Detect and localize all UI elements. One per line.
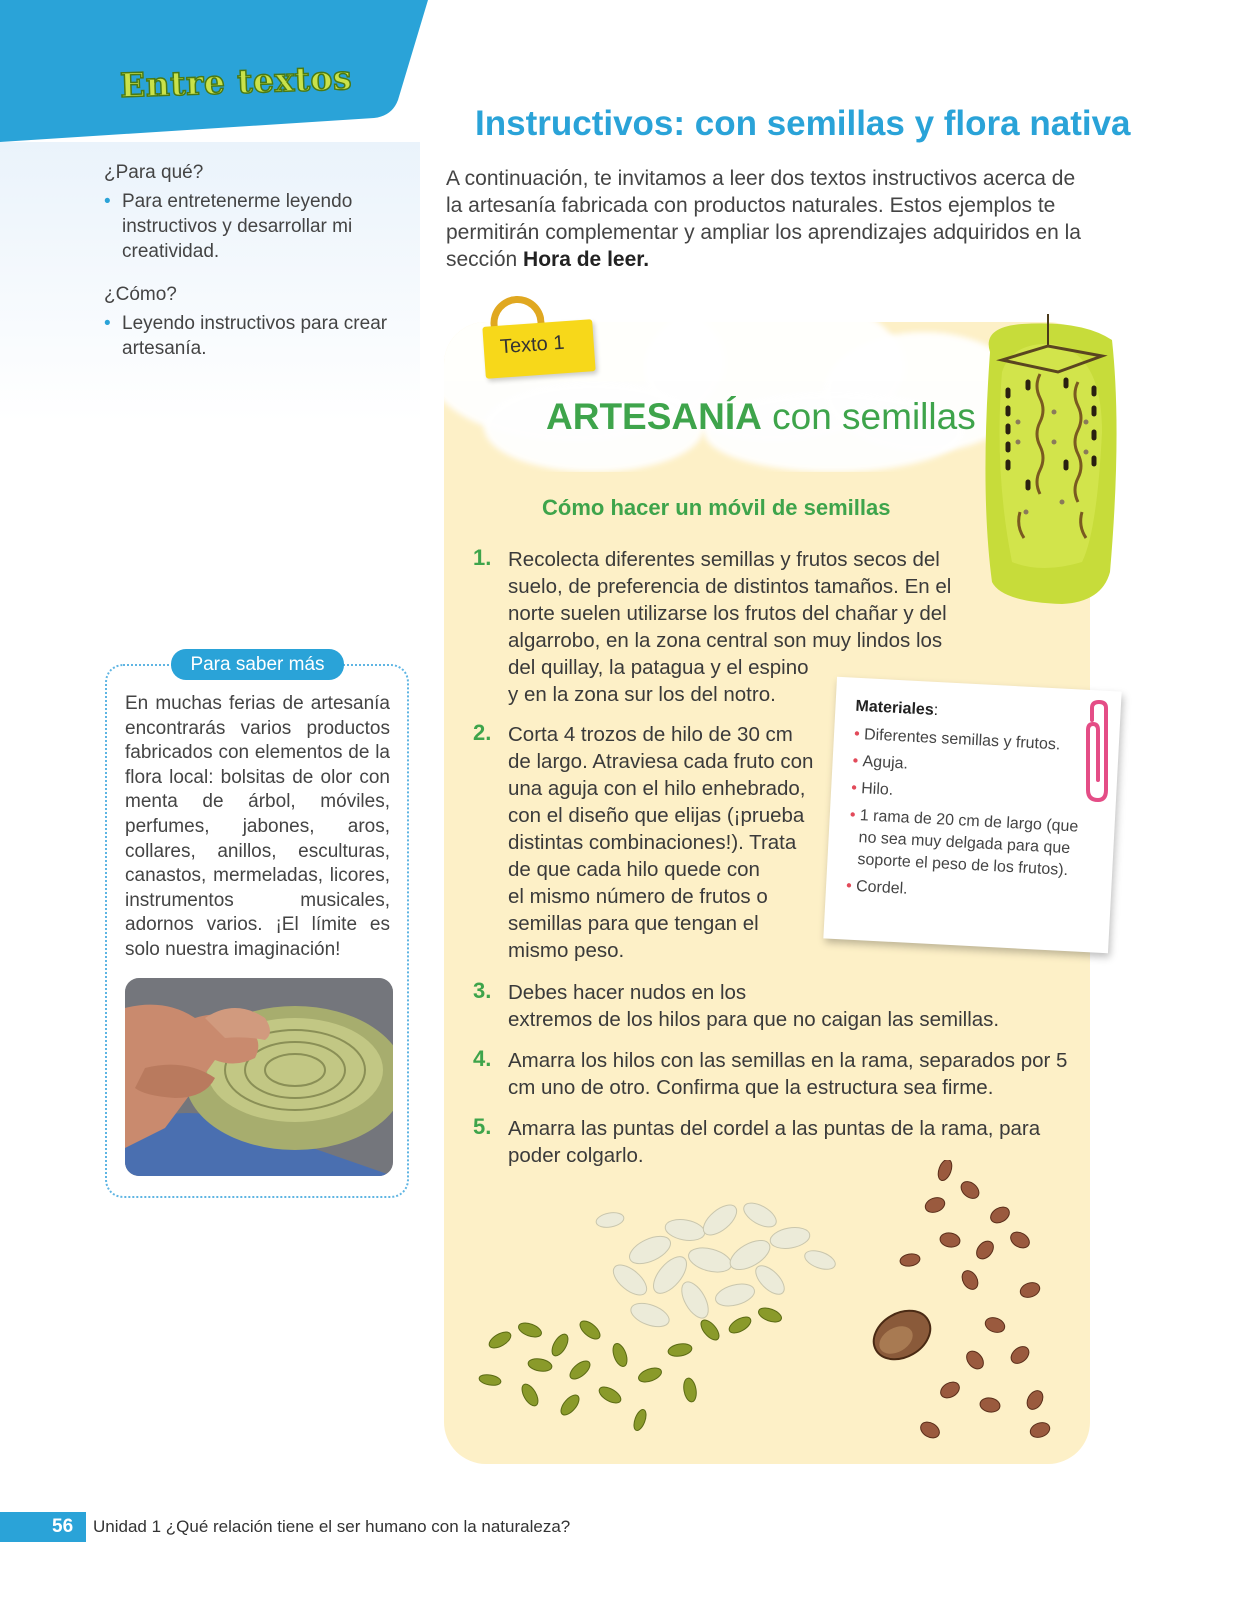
section-title: Entre textos: [119, 57, 353, 106]
step-line: poder colgarlo.: [508, 1144, 644, 1167]
para-que-answer: • Para entretenerme leyendo instructivos y desarrollar mi creatividad.: [104, 189, 394, 264]
step-line: suelo, de preferencia de distintos tamaños. En el: [508, 575, 952, 598]
material-item: • 1 rama de 20 cm de largo (que no sea muy delgada para que soporte el peso de los frutos).: [847, 805, 1100, 884]
step-line: cm uno de otro. Confirma que la estructura sea firme.: [508, 1076, 994, 1099]
para-que-block: [104, 160, 394, 264]
step-4-text: [508, 1047, 1067, 1101]
section-banner: [0, 0, 440, 142]
step-line: Amarra los hilos con las semillas en la rama, separados por 5: [508, 1049, 1068, 1072]
intro-paragraph: [446, 165, 1086, 273]
step-line: con el diseño que elijas (¡prueba: [508, 804, 805, 827]
step-line: de largo. Atraviesa cada fruto con: [508, 750, 814, 773]
step-1-number: 1.: [473, 545, 492, 570]
material-item: • Cordel.: [846, 875, 1097, 910]
step-5-number: 5.: [473, 1114, 492, 1139]
step-line: distintas combinaciones!). Trata: [508, 831, 797, 854]
materials-title-text: Materiales: [855, 697, 935, 719]
material-item: • Diferentes semillas y frutos.: [853, 724, 1104, 759]
step-line: el mismo número de frutos o: [508, 885, 768, 908]
page-title: Instructivos: con semillas y flora nativa: [475, 104, 1131, 143]
intro-text: A continuación, te invitamos a leer dos textos instructivos acerca de la artesanía fabricada con productos naturales. Estos ejemplos te permitirán complementar y ampliar los aprendizajes adquiridos en la sección: [446, 167, 1081, 271]
card-title: [546, 396, 976, 438]
step-line: del quillay, la patagua y el espino: [508, 656, 809, 679]
step-3-number: 3.: [473, 978, 492, 1003]
materials-title-suffix: :: [933, 701, 939, 720]
card-title-bold: ARTESANÍA: [546, 396, 762, 437]
step-line: norte suelen utilizarse los frutos del chañar y del: [508, 602, 947, 625]
step-3-text: [508, 979, 999, 1033]
step-line: una aguja con el hilo enhebrado,: [508, 777, 806, 800]
seed-mobile-image: [962, 312, 1132, 612]
card-title-rest: con semillas: [761, 396, 976, 437]
step-line: extremos de los hilos para que no caigan las semillas.: [508, 1008, 1000, 1031]
card-subtitle: Cómo hacer un móvil de semillas: [542, 495, 891, 520]
para-que-question: ¿Para qué?: [104, 162, 204, 183]
step-line: Debes hacer nudos en los: [508, 981, 747, 1004]
step-line: Recolecta diferentes semillas y frutos secos del: [508, 548, 940, 571]
step-line: Corta 4 trozos de hilo de 30 cm: [508, 723, 793, 746]
como-question: ¿Cómo?: [104, 284, 177, 305]
para-saber-mas-text: En muchas ferias de artesanía encontrarás varios productos fabricados con elementos de la flora local: bolsitas de olor con menta de árbol, móviles, perfumes, jabones, aros, collares, anillos, esculturas, canastos, mermeladas, licores, instrumentos musicales, adornos varios. ¡El límite es solo nuestra imaginación!: [125, 693, 390, 960]
step-line: semillas para que tengan el: [508, 912, 759, 935]
como-block: [104, 282, 394, 361]
step-line: de que cada hilo quede con: [508, 858, 760, 881]
step-4-number: 4.: [473, 1046, 492, 1071]
page-number: 56: [52, 1516, 74, 1537]
step-line: mismo peso.: [508, 939, 625, 962]
como-answer: • Leyendo instructivos para crear artesanía.: [104, 311, 394, 361]
intro-bold: Hora de leer.: [523, 248, 650, 271]
para-saber-mas-label: Para saber más: [171, 649, 344, 680]
paperclip-icon: [1082, 700, 1116, 804]
seeds-image: [470, 1160, 1070, 1450]
text-tag-label: Texto 1: [499, 331, 566, 359]
step-2-text: [508, 721, 813, 964]
step-2-number: 2.: [473, 720, 492, 745]
basket-weaving-image: [125, 978, 393, 1176]
step-line: y en la zona sur los del notro.: [508, 683, 776, 706]
material-item: • Hilo.: [851, 778, 1102, 813]
footer-unit-title: Unidad 1 ¿Qué relación tiene el ser humano con la naturaleza?: [93, 1517, 571, 1536]
material-item: • Aguja.: [852, 751, 1103, 786]
step-line: algarrobo, en la zona central son muy lindos los: [508, 629, 943, 652]
materials-note: [823, 677, 1121, 954]
step-line: Amarra las puntas del cordel a las puntas de la rama, para: [508, 1117, 1041, 1140]
